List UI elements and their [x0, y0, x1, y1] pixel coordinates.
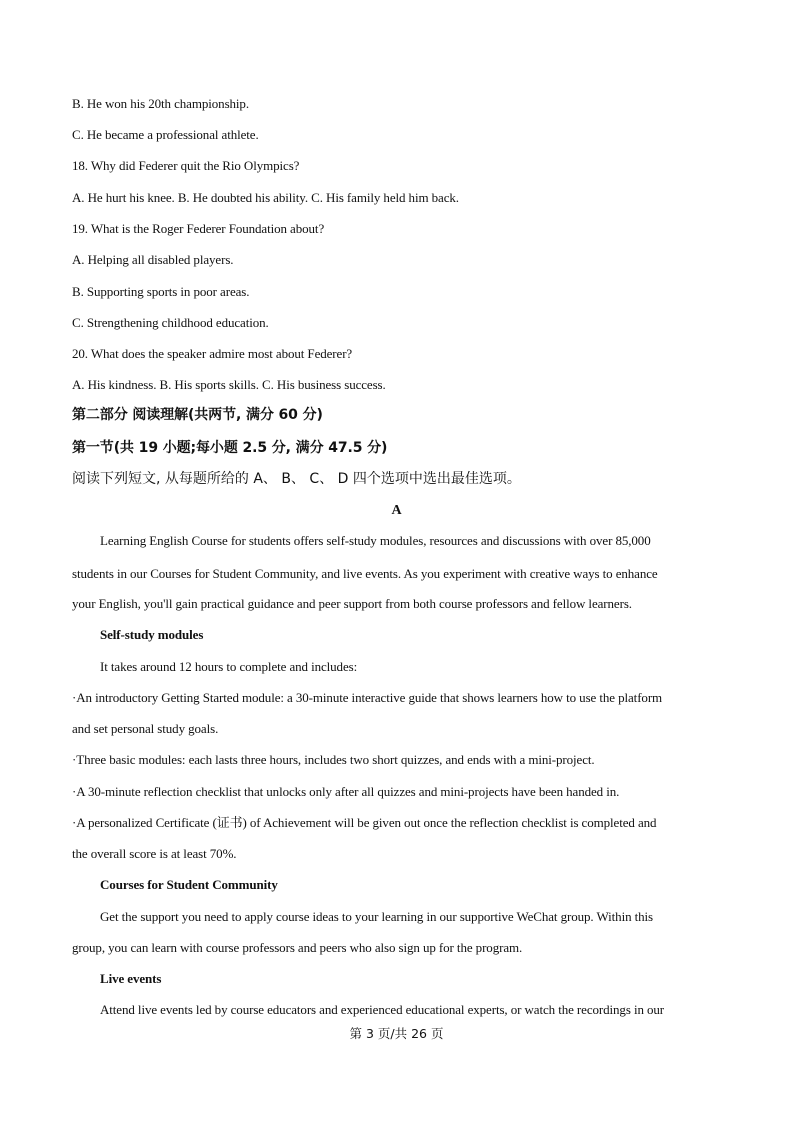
selfstudy-line: ·An introductory Getting Started module: a 30-minute interactive guide that shows learners how to use the platform [72, 690, 663, 705]
q19-option-a: A. Helping all disabled players. [72, 252, 234, 267]
live-heading: Live events [100, 971, 162, 986]
page-footer: 第 3 页/共 26 页 [349, 1026, 444, 1041]
reading-part-title: 第二部分 阅读理解(共两节, 满分 60 分) [72, 407, 323, 423]
q20-question: 20. What does the speaker admire most about Federer? [72, 346, 353, 361]
q18-options: A. He hurt his knee. B. He doubted his ability. C. His family held him back. [72, 190, 459, 205]
live-line: Attend live events led by course educators and experienced educational experts, or watch the recordings in our [100, 1002, 665, 1017]
selfstudy-line: ·Three basic modules: each lasts three hours, includes two short quizzes, and ends with a mini-project. [72, 752, 595, 767]
q20-options: A. His kindness. B. His sports skills. C. His business success. [72, 377, 386, 392]
q18-question: 18. Why did Federer quit the Rio Olympics? [72, 158, 300, 173]
community-line: group, you can learn with course professors and peers who also sign up for the program. [72, 940, 523, 955]
selfstudy-line: and set personal study goals. [72, 721, 219, 736]
selfstudy-heading: Self-study modules [100, 627, 204, 642]
intro-line: Learning English Course for students offers self-study modules, resources and discussions with over 85,000 [100, 533, 651, 548]
community-heading: Courses for Student Community [100, 877, 278, 892]
reading-section-title: 第一节(共 19 小题;每小题 2.5 分, 满分 47.5 分) [72, 440, 388, 456]
community-line: Get the support you need to apply course ideas to your learning in our supportive WeChat group. Within this [100, 909, 654, 924]
selfstudy-intro: It takes around 12 hours to complete and includes: [100, 659, 358, 674]
intro-line: students in our Courses for Student Community, and live events. As you experiment with creative ways to enhance [72, 566, 658, 581]
q19-option-b: B. Supporting sports in poor areas. [72, 284, 250, 299]
intro-line: your English, you'll gain practical guidance and peer support from both course professors and fellow learners. [72, 596, 632, 611]
selfstudy-line: the overall score is at least 70%. [72, 846, 237, 861]
q19-option-c: C. Strengthening childhood education. [72, 315, 269, 330]
reading-instructions: 阅读下列短文, 从每题所给的 A、 B、 C、 D 四个选项中选出最佳选项。 [72, 471, 521, 487]
q17-option-c: C. He became a professional athlete. [72, 127, 259, 142]
passage-label: A [391, 503, 402, 518]
selfstudy-line: ·A 30-minute reflection checklist that unlocks only after all quizzes and mini-projects have been handed in. [72, 784, 620, 799]
selfstudy-line: ·A personalized Certificate (证书) of Achievement will be given out once the reflection checklist is completed and [72, 815, 657, 830]
q19-question: 19. What is the Roger Federer Foundation about? [72, 221, 325, 236]
q17-option-b: B. He won his 20th championship. [72, 96, 249, 111]
